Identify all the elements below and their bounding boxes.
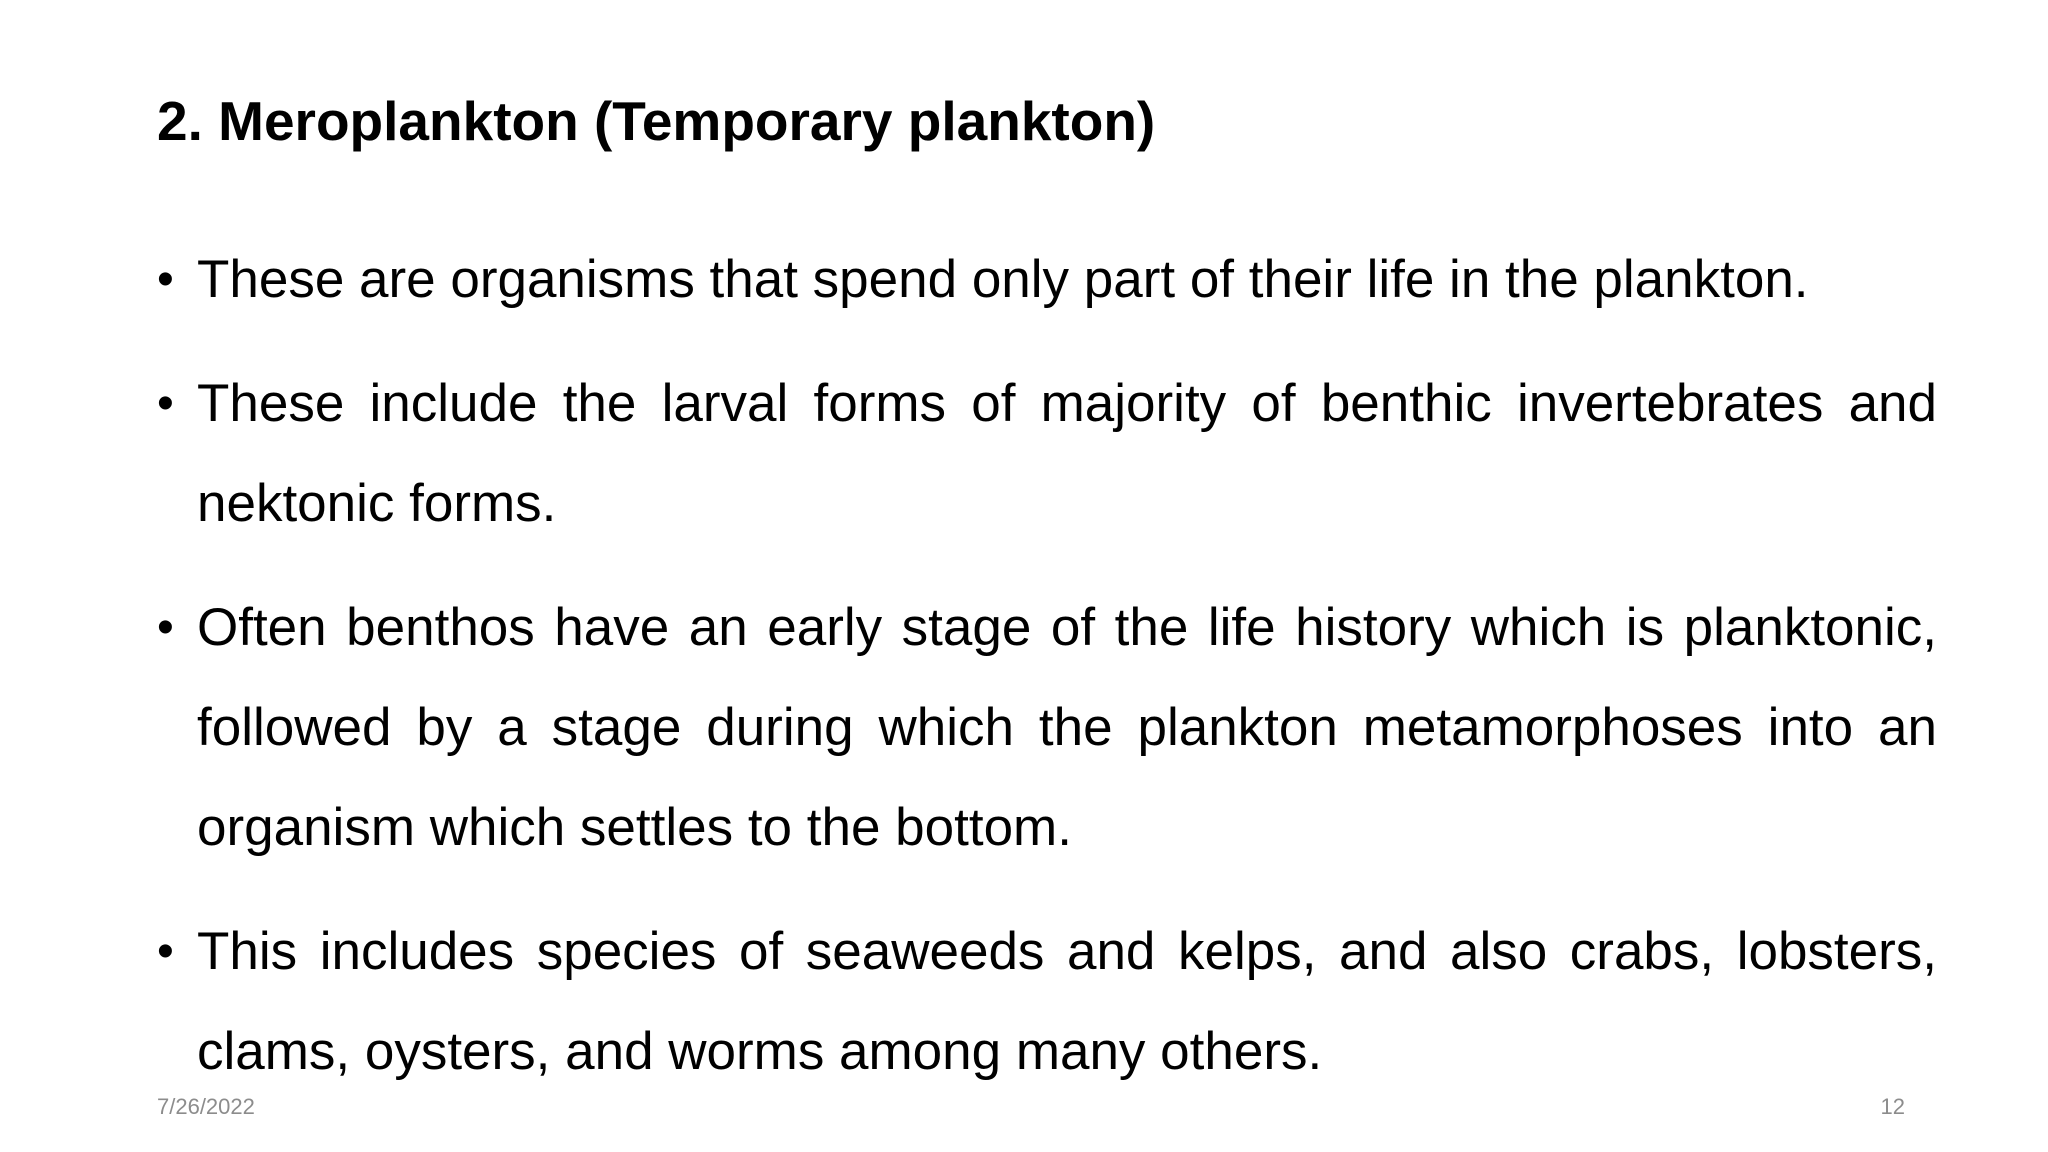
bullet-icon: • [157, 377, 174, 430]
bullet-text: These include the larval forms of majority of benthic invertebrates and nektonic forms. [197, 374, 1937, 533]
bullet-item [157, 354, 1937, 554]
bullet-item [157, 902, 1937, 1102]
bullet-text: This includes species of seaweeds and kelps, and also crabs, lobsters, clams, oysters, and worms among many others. [197, 922, 1937, 1081]
footer-date: 7/26/2022 [157, 1094, 255, 1119]
bullet-item [157, 578, 1937, 878]
bullet-item [157, 230, 1937, 330]
bullet-icon: • [157, 601, 174, 654]
bullet-list [157, 230, 1937, 1126]
bullet-icon: • [157, 253, 174, 306]
bullet-icon: • [157, 925, 174, 978]
footer-page-number: 12 [1880, 1094, 1905, 1119]
bullet-text: These are organisms that spend only part of their life in the plankton. [197, 250, 1809, 309]
slide-title: 2. Meroplankton (Temporary plankton) [157, 90, 1156, 152]
bullet-text: Often benthos have an early stage of the life history which is planktonic, followed by a stage during which the plankton metamorphoses into an organism which settles to the bottom. [197, 598, 1937, 857]
